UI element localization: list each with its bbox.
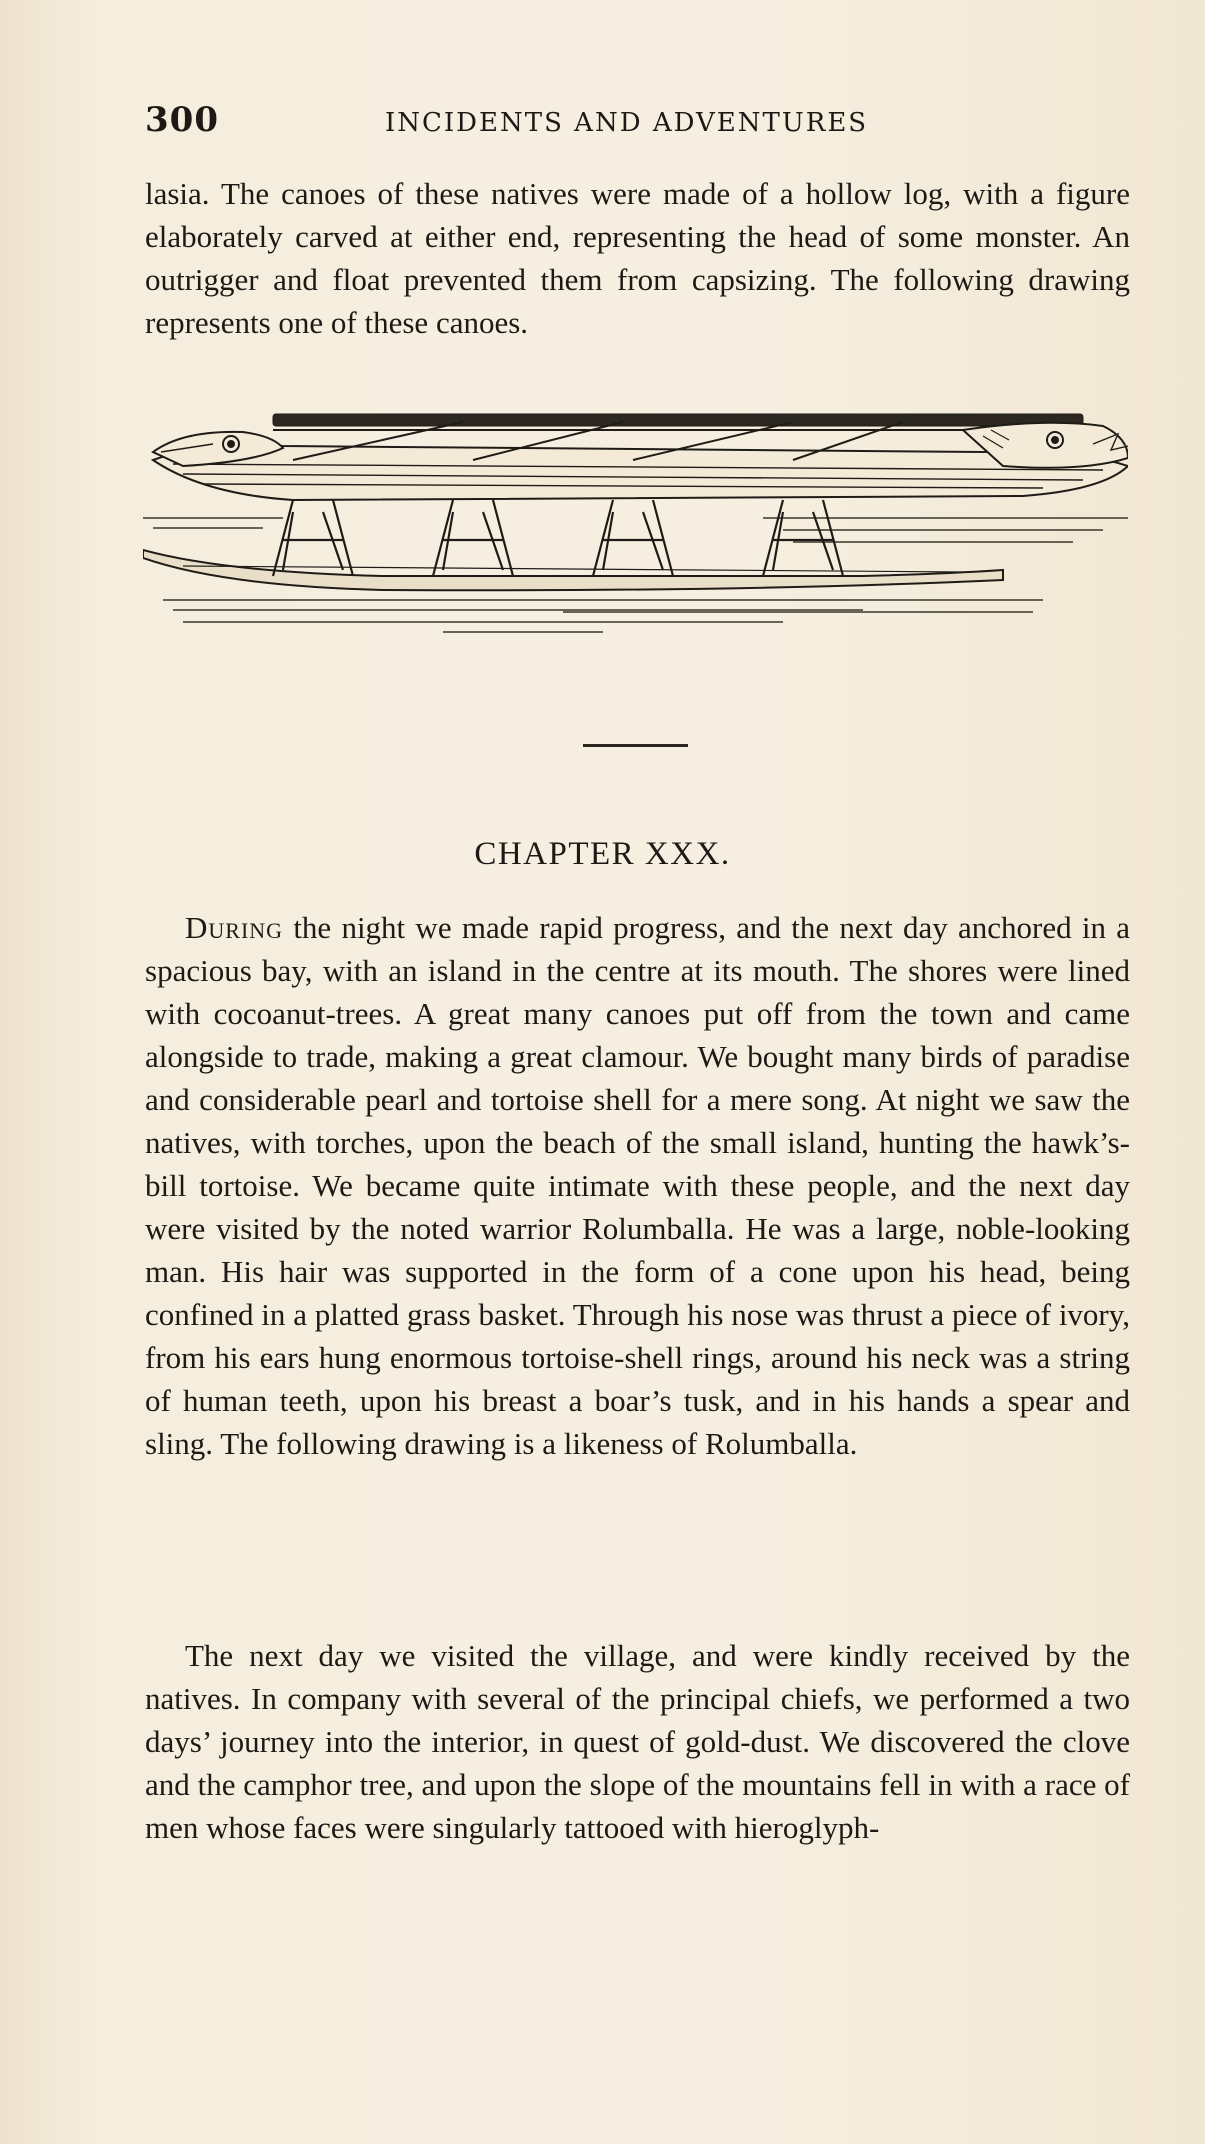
outrigger-pole bbox=[273, 414, 1083, 430]
float-log bbox=[143, 550, 1003, 590]
chapter-paragraph-1 bbox=[145, 906, 1130, 1465]
running-head: INCIDENTS AND ADVENTURES bbox=[385, 108, 869, 138]
canoe-hull bbox=[153, 445, 1128, 500]
lead-word: During bbox=[185, 910, 284, 945]
canoe-illustration bbox=[143, 400, 1128, 640]
intro-paragraph: lasia. The canoes of these natives were made of a hollow log, with a figure elaborately carved at either end, representing the head of some monster. An outrigger and float prevented them from capsizing. The following drawing represents one of these canoes. bbox=[145, 176, 1130, 340]
intro-paragraph-block bbox=[145, 172, 1130, 344]
chapter-paragraph-2: The next day we visited the village, and were kindly received by the natives. In company with several of the principal chiefs, we performed a two days’ journey into the interior, in quest of gold-dust. We discovered the clove and the camphor tree, and upon the slope of the mountains fell in with a race of men whose faces were singularly tattooed with hieroglyph- bbox=[145, 1638, 1130, 1845]
paragraph-1-text: the night we made rapid progress, and the next day anchored in a spacious bay, with an island in the centre at its mouth. The shores were lined with cocoanut-trees. A great many canoes put off from the town and came alongside to trade, making a great clamour. We bought many birds of paradise and considerable pearl and tortoise shell for a mere song. At night we saw the natives, with torches, upon the beach of the small island, hunting the hawk’s-bill tortoise. We became quite intimate with these people, and the next day were visited by the noted warrior Rolumballa. He was a large, noble-looking man. His hair was supported in the form of a cone upon his head, being confined in a platted grass basket. Through his nose was thrust a piece of ivory, from his ears hung enormous tortoise-shell rings, around his neck was a string of human teeth, upon his breast a boar’s tusk, and in his hands a spear and sling. The following drawing is a likeness of Rolumballa. bbox=[145, 910, 1130, 1461]
chapter-title: CHAPTER XXX. bbox=[474, 836, 731, 872]
chapter-paragraph-1-block bbox=[145, 906, 1130, 1465]
page-number: 300 bbox=[145, 100, 219, 140]
section-divider bbox=[583, 744, 688, 747]
outrigger-supports bbox=[273, 500, 843, 576]
chapter-paragraph-2-block bbox=[145, 1634, 1130, 1849]
page-header bbox=[145, 100, 1145, 148]
